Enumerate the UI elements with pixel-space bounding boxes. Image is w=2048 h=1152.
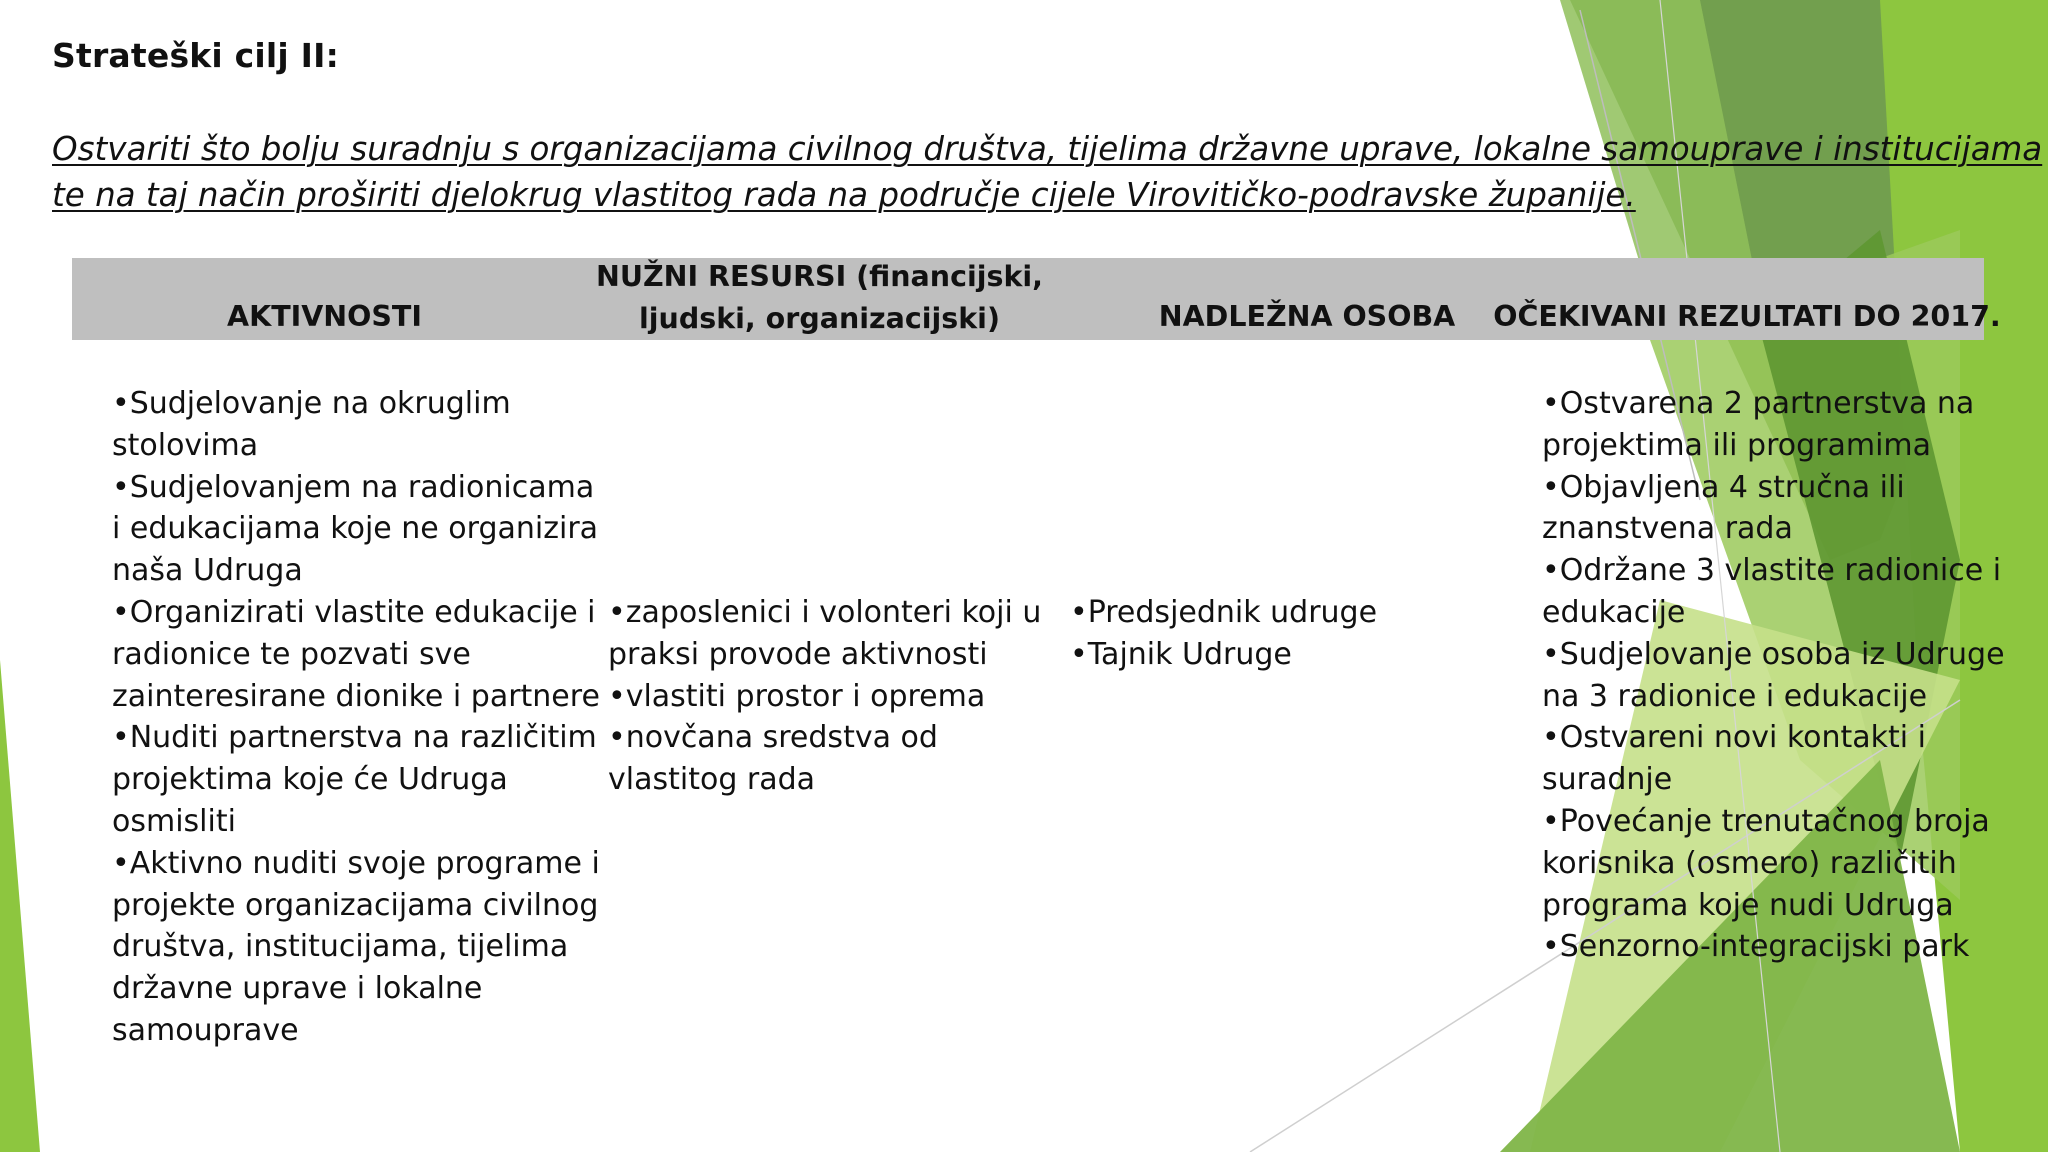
activities-line: •Sudjelovanje na okruglim — [112, 386, 511, 421]
header-results: OČEKIVANI REZULTATI DO 2017. — [1493, 300, 2001, 333]
goal-line-1: Ostvariti što bolju suradnju s organizacijama civilnog društva, tijelima državne uprave, lokalne samouprave i institucijama — [52, 130, 2043, 168]
responsible-line: •Tajnik Udruge — [1070, 636, 1292, 672]
activities-cell — [112, 383, 600, 1052]
results-line: korisnika (osmero) različitih — [1542, 845, 1957, 881]
activities-line: zainteresirane dionike i partnere — [112, 678, 600, 714]
results-line: na 3 radionice i edukacije — [1542, 678, 1928, 714]
activities-line: stolovima — [112, 427, 259, 463]
resources-line: •novčana sredstva od — [608, 720, 938, 756]
resources-line: •vlastiti prostor i oprema — [608, 678, 986, 714]
results-line: •Održane 3 vlastite radionice i — [1542, 553, 2002, 589]
activities-line: i edukacijama koje ne organizira — [112, 511, 599, 547]
activities-line: projekte organizacijama civilnog — [112, 887, 599, 923]
goal-line-2: te na taj način proširiti djelokrug vlastitog rada na područje cijele Virovitičko-podravske županije. — [52, 176, 1636, 214]
activities-line: društva, institucijama, tijelima — [112, 929, 569, 965]
results-line: •Sudjelovanje osoba iz Udruge — [1542, 636, 2005, 672]
slide-title: Strateški cilj II: — [52, 36, 339, 75]
results-line: suradnje — [1542, 762, 1673, 798]
results-line: •Povećanje trenutačnog broja — [1542, 803, 1990, 839]
results-line: projektima ili programima — [1542, 427, 1932, 463]
resources-cell — [608, 592, 1041, 801]
resources-line: •zaposlenici i volonteri koji u — [608, 595, 1042, 630]
results-line: znanstvena rada — [1542, 511, 1793, 547]
results-line: •Ostvareni novi kontakti i — [1542, 720, 1927, 756]
activities-line: radionice te pozvati sve — [112, 636, 471, 672]
responsible-cell — [1070, 592, 1377, 676]
activities-line: samouprave — [112, 1012, 299, 1048]
results-line: programa koje nudi Udruga — [1542, 887, 1954, 923]
results-line: •Senzorno-integracijski park — [1542, 929, 1970, 965]
results-line: •Objavljena 4 stručna ili — [1542, 469, 1905, 505]
header-resources — [577, 256, 1062, 340]
activities-line: naša Udruga — [112, 553, 303, 589]
responsible-line: •Predsjednik udruge — [1070, 595, 1378, 630]
results-cell — [1542, 383, 2005, 968]
activities-line: •Sudjelovanjem na radionicama — [112, 469, 595, 505]
resources-line: praksi provode aktivnosti — [608, 636, 988, 672]
activities-line: osmisliti — [112, 803, 236, 839]
table-header — [72, 258, 2001, 340]
activities-line: •Aktivno nuditi svoje programe i — [112, 845, 600, 881]
header-resources-line-2: ljudski, organizacijski) — [639, 302, 1000, 335]
results-line: edukacije — [1542, 594, 1686, 630]
results-line: •Ostvarena 2 partnerstva na — [1542, 386, 1975, 421]
activities-line: •Nuditi partnerstva na različitim — [112, 720, 597, 756]
header-responsible: NADLEŽNA OSOBA — [1158, 300, 1456, 333]
strategic-goal-text — [52, 126, 2043, 218]
header-resources-line-1: NUŽNI RESURSI (financijski, — [595, 260, 1044, 293]
header-activities: AKTIVNOSTI — [227, 300, 422, 333]
resources-line: vlastitog rada — [608, 762, 816, 798]
activities-line: •Organizirati vlastite edukacije i — [112, 594, 596, 630]
activities-line: državne uprave i lokalne — [112, 971, 483, 1007]
activities-line: projektima koje će Udruga — [112, 762, 508, 798]
